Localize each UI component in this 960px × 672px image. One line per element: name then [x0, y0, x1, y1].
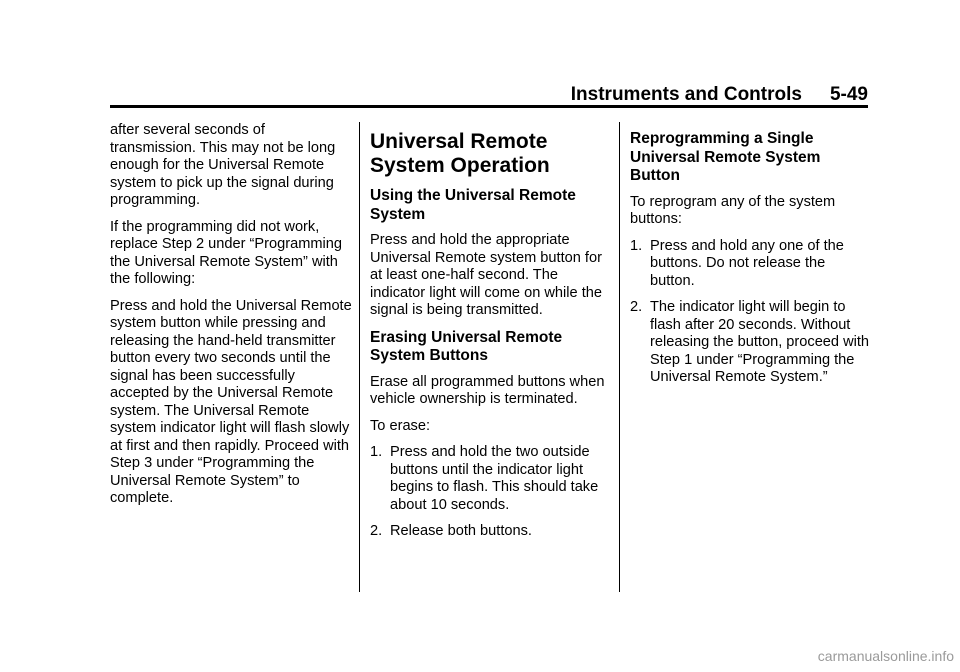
column-divider [619, 122, 620, 592]
column-divider [359, 122, 360, 592]
section-title: Instruments and Controls [570, 84, 802, 105]
step-number: 1. [370, 444, 383, 460]
list-item [630, 299, 870, 387]
paragraph: Press and hold the appropriate Universal Remote system button for at least one-half second. The indicator light will come on while the signal is being transmitted. [370, 232, 602, 318]
subheading-reprogramming: Reprogramming a Single Universal Remote System Button [630, 130, 821, 184]
paragraph: after several seconds of transmission. This may not be long enough for the Universal Remote system to pick up the signal during programming. [110, 122, 336, 208]
page-number: 5-49 [829, 84, 868, 105]
erase-steps-list [370, 444, 610, 541]
column-3 [630, 122, 870, 396]
column-1 [110, 122, 352, 517]
step-number: 2. [630, 299, 643, 315]
list-item [370, 523, 610, 541]
reprogram-steps-list [630, 238, 870, 387]
main-heading: Universal Remote System Operation [370, 130, 550, 177]
step-text: The indicator light will begin to flash after 20 seconds. Without releasing the button, proceed with Step 1 under “Programming the Universal Remote System.” [650, 299, 870, 385]
paragraph: If the programming did not work, replace Step 2 under “Programming the Universal Remote System” with the following: [110, 218, 342, 287]
list-item [370, 444, 610, 514]
paragraph: Erase all programmed buttons when vehicle ownership is terminated. [370, 373, 605, 407]
step-number: 2. [370, 523, 383, 539]
paragraph: To reprogram any of the system buttons: [630, 193, 836, 227]
paragraph: Press and hold the Universal Remote system button while pressing and releasing the hand-held transmitter button every two seconds until the signal has been successfully accepted by the Universal Remote system. The Universal Remote system indicator light will flash slowly at first and then rapidly. Proceed with Step 3 under “Programming the Universal Remote System” to complete. [110, 297, 352, 506]
step-text: Release both buttons. [390, 523, 532, 539]
header-rule [110, 105, 868, 108]
step-text: Press and hold the two outside buttons until the indicator light begins to flash. This should take about 10 seconds. [390, 444, 599, 513]
page-header [110, 82, 868, 106]
step-number: 1. [630, 237, 643, 254]
subheading-erasing: Erasing Universal Remote System Buttons [370, 328, 563, 364]
paragraph: To erase: [370, 417, 431, 434]
step-text: Press and hold any one of the buttons. Do not release the button. [650, 237, 844, 289]
subheading-using: Using the Universal Remote System [370, 187, 576, 223]
list-item [630, 238, 870, 291]
watermark: carmanualsonline.info [817, 648, 954, 664]
column-2 [370, 122, 610, 550]
